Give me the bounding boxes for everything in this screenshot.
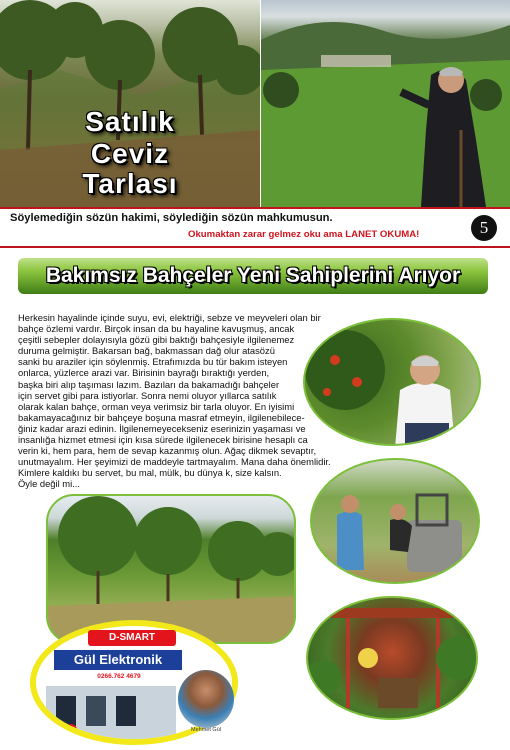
article-line: Öyle değil mi...: [18, 478, 80, 490]
title-line-1: Satılık: [85, 106, 175, 137]
walnut-orchard-photo: [0, 0, 260, 207]
valley-man-photo: [261, 0, 510, 207]
garden-photo-illustration: [308, 598, 478, 720]
title-line-3: Tarlası: [82, 168, 178, 199]
article-line: onlarca, yüzlerce arazi var. Birisinin bayrağı bıraktığı yerden,: [18, 367, 270, 379]
article-body: [18, 312, 348, 490]
article-line: bahçe özlemi vardır. Birçok insan da bu hayaline kavuşmuş, ancak: [18, 323, 295, 335]
article-line: olarak kalan bahçe, orman veya verimsiz bir tarla oluyor. En iyisimi: [18, 400, 295, 412]
garden-seating-photo: [306, 596, 478, 720]
workers-photo-illustration: [312, 460, 480, 584]
valley-landscape-illustration: [261, 0, 510, 207]
workers-at-well-photo: [310, 458, 480, 584]
motto-text: Söylemediğin sözün hakimi, söylediğin sözün mahkumusun.: [10, 212, 333, 224]
man-photo-illustration: [305, 320, 481, 446]
band-top-rule: [0, 207, 510, 209]
ad-phone-number: 0266.762 4679: [97, 673, 141, 680]
article-headline: Bakımsız Bahçeler Yeni Sahiplerini Arıyor: [45, 264, 461, 287]
ad-brand-logo: D-SMART: [88, 630, 176, 646]
field-photo-illustration: [48, 496, 296, 644]
article-line: bakamayacağınız bir bahçeye boşuna masraf etmeyin, ilgilenebilece-: [18, 411, 305, 423]
ad-store-name: Gül Elektronik: [73, 652, 163, 667]
article-line: unutmayalım. Her şeyimizi de maddeyle tartmayalım. Mana daha önemlidir.: [18, 456, 331, 468]
band-bottom-rule: [0, 246, 510, 248]
article-line: insanlığa hizmet etmesi için kısa sürede ilgilenecek birisine hesaplı ca: [18, 434, 308, 446]
walnut-field-photo: [46, 494, 296, 644]
ad-owner-name: Mehmet Gül: [191, 727, 221, 733]
slogan-text: Okumaktan zarar gelmez oku ama LANET OKUMA!: [188, 229, 420, 240]
page-number-badge: 5: [471, 215, 497, 241]
article-line: için servet gibi para istiyorlar. Sonra nemi oluyor yıllarca satılık: [18, 389, 277, 401]
article-line: verin ki, hem para, hem de sevap kazanmış olun. Ağaç dikmek sevaptır,: [18, 445, 317, 457]
article-line: Kimlere kaldıkı bu servet, bu mal, mülk, bu dünya k, size kalsın.: [18, 467, 282, 479]
article-line: başka biri alıp taşıması lazım. Bazıları da bakamadığı bahçeler: [18, 378, 280, 390]
article-line: sanki bu araziler için söylenmiş. Etrafımızda bu tür bakım isteyen: [18, 356, 288, 368]
article-line: çeşitli sebepler dolayısıyla gözü gibi baktığı bahçesiyle ilgilenemez: [18, 334, 295, 346]
article-line: duruma gelmiştir. Bakarsan bağ, bakmassan dağ olur atasözü: [18, 345, 275, 357]
title-line-2: Ceviz: [90, 138, 170, 169]
man-with-pomegranate-photo: [303, 318, 481, 446]
article-line: Herkesin hayalinde içinde suyu, evi, elektriği, sebze ve meyveleri olan bir: [18, 312, 321, 323]
ad-owner-photo: [178, 670, 234, 728]
article-line: ğiniz kadar arazi edinin. İlgilenemeyecekseniz eserinizin yaşaması ve: [18, 422, 306, 434]
